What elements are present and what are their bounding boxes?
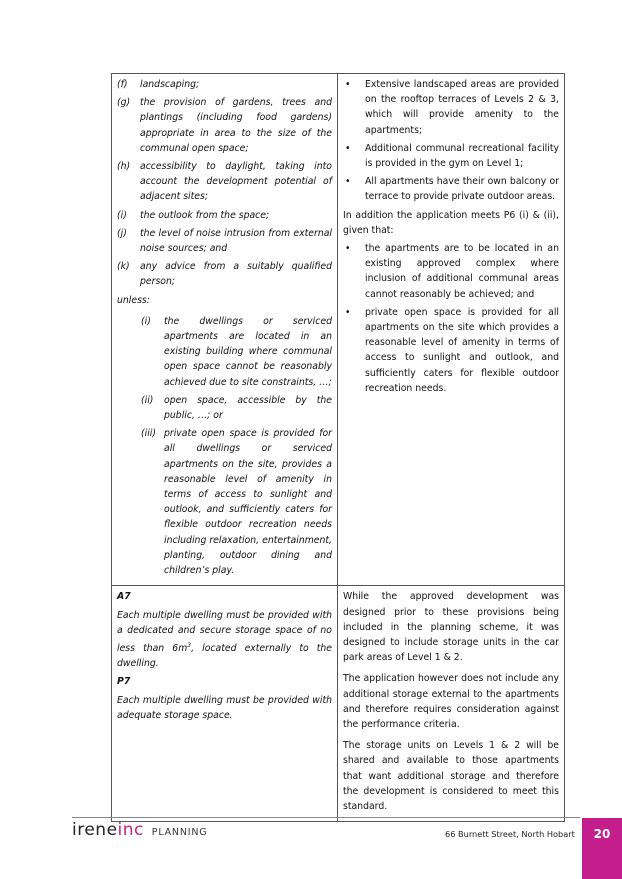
list-item: (i) the dwellings or serviced apartments are located in an existing building where communal open space cannot be reasonably achieved due to site constraints, …; xyxy=(141,315,332,388)
list-item: (iii) private open space is provided for all dwellings or serviced apartments on the site, provides a reasonable level of amenity in terms of access to sunlight and outlook, and sufficiently caters for flexible outdoor recreation needs including relaxation, entertainment, planting, outdoor dining and children’s play. xyxy=(141,428,332,577)
paragraph: While the approved development was designed prior to these provisions being included in the planning scheme, it was designed to include storage units in the car park areas of Level 1 & 2. xyxy=(343,591,559,664)
bullet-icon: • xyxy=(345,176,351,188)
p7-heading: P7 xyxy=(117,676,131,688)
table-row xyxy=(112,586,565,822)
footer-divider xyxy=(72,817,580,818)
bullet-icon: • xyxy=(345,142,351,154)
list-item: (j) the level of noise intrusion from external noise sources; and xyxy=(117,227,332,255)
list-item: • private open space is provided for all apartments on the site which provides a reasonable level of amenity in terms of access to sunlight and outlook, and sufficiently caters for flexible outdoor recreation needs. xyxy=(343,305,559,396)
list-item: (h) accessibility to daylight, taking into account the development potential of adjacent sites; xyxy=(117,161,332,203)
response-cell xyxy=(338,586,565,822)
list-item: • Extensive landscaped areas are provided on the rooftop terraces of Levels 2 & 3, which will provide amenity to the apartments; xyxy=(343,77,559,138)
paragraph: In addition the application meets P6 (i) & (ii), given that: xyxy=(343,209,559,236)
bullet-icon: • xyxy=(345,79,351,90)
p7-text: Each multiple dwelling must be provided with adequate storage space. xyxy=(117,694,332,721)
bullet-icon: • xyxy=(345,243,351,255)
criteria-cell xyxy=(112,74,338,586)
company-logo: ireneinc PLANNING xyxy=(72,820,208,840)
list-item: • the apartments are to be located in an existing approved complex where inclusion of additional communal areas cannot reasonably be achieved; and xyxy=(343,241,559,302)
paragraph: The storage units on Levels 1 & 2 will be shared and available to those apartments that want additional storage and therefore the development is considered to meet this standard. xyxy=(343,740,559,812)
footer-address: 66 Burnett Street, North Hobart xyxy=(445,829,575,839)
page-number: 20 xyxy=(582,818,622,879)
criteria-list xyxy=(117,77,332,290)
list-item: (i) the outlook from the space; xyxy=(117,209,270,221)
criteria-cell xyxy=(112,586,338,822)
standards-table xyxy=(111,73,565,822)
list-item: • Additional communal recreational facility is provided in the gym on Level 1; xyxy=(343,141,559,171)
list-item: (ii) open space, accessible by the public, …; or xyxy=(141,394,332,422)
table-row xyxy=(112,74,565,586)
paragraph: The application however does not include any additional storage external to the apartments and therefore requires consideration against the performance criteria. xyxy=(343,673,559,730)
response-cell xyxy=(338,74,565,586)
list-item: (g) the provision of gardens, trees and plantings (including food gardens) appropriate in area to the size of the communal open space; xyxy=(117,97,332,154)
list-item: (f) landscaping; xyxy=(117,79,200,90)
unless-label: unless: xyxy=(117,294,150,306)
bullet-icon: • xyxy=(345,306,351,318)
a7-heading: A7 xyxy=(117,591,131,603)
list-item: (k) any advice from a suitably qualified person; xyxy=(117,261,332,288)
list-item: • All apartments have their own balcony or terrace to provide private outdoor areas. xyxy=(343,174,559,204)
a7-text: Each multiple dwelling must be provided with a dedicated and secure storage space of no less than $6m^3$, located externally to the dwelling. xyxy=(117,609,332,670)
